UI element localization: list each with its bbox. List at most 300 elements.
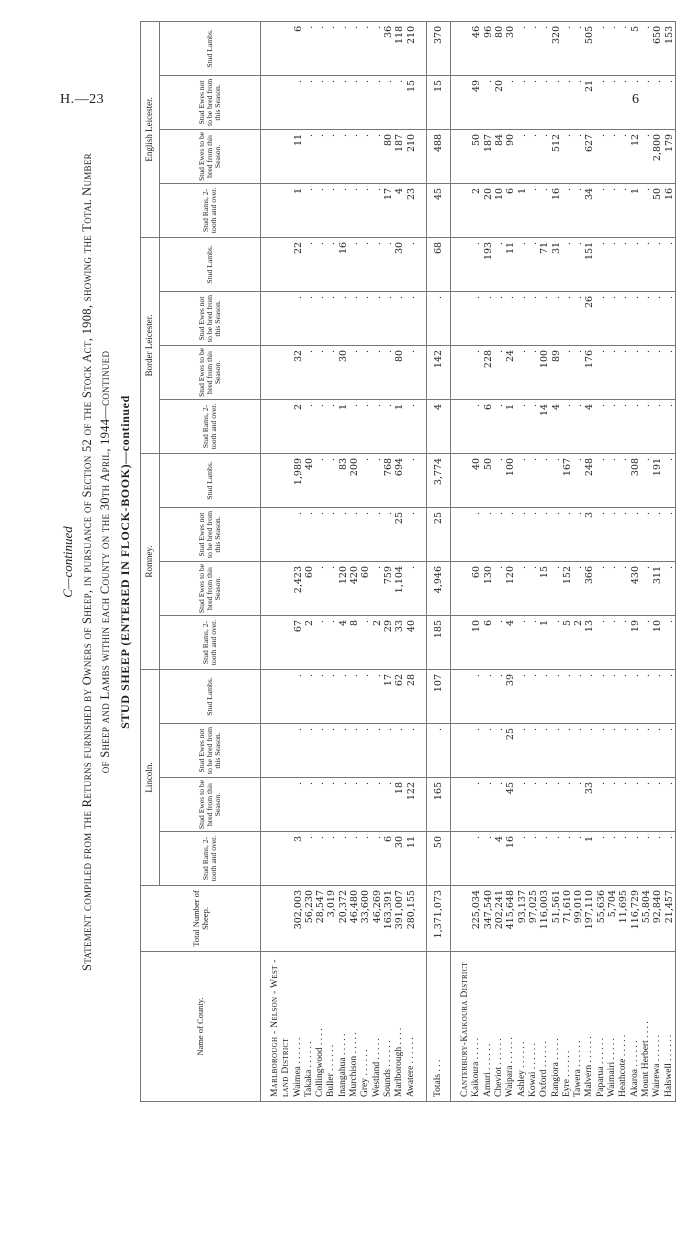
stud-count: . (562, 508, 573, 562)
stud-count: 248 (584, 453, 595, 507)
stud-count: . (372, 453, 383, 507)
stud-count: 210 (406, 21, 417, 75)
stud-count: 34 (584, 183, 595, 237)
stud-count: . (573, 345, 584, 399)
stud-count: . (426, 291, 450, 345)
empty-cell (270, 778, 281, 832)
stud-count: . (517, 21, 528, 75)
stud-count: . (338, 75, 349, 129)
stud-count: . (618, 237, 629, 291)
stud-count: . (394, 724, 405, 778)
county-row (338, 21, 349, 1101)
stud-count: . (652, 670, 663, 724)
county-name: Halswell . . . . . . (664, 952, 676, 1102)
total-sheep: 11,695 (618, 886, 629, 952)
stud-count: 19 (630, 616, 641, 670)
stud-count: 10 (494, 183, 505, 237)
stud-count: 4 (494, 832, 505, 886)
subcolumn-header: Stud Ewes not to be bred from this Season. (160, 724, 261, 778)
stud-count: . (315, 183, 326, 237)
stud-count: . (471, 724, 482, 778)
stud-count: . (494, 562, 505, 616)
stud-count: . (383, 291, 394, 345)
stud-count: . (494, 291, 505, 345)
stud-count: . (641, 562, 652, 616)
stud-count: . (528, 237, 539, 291)
breed-header: Lincoln. (141, 670, 160, 886)
stud-count: . (483, 778, 494, 832)
stud-count: 6 (483, 616, 494, 670)
stud-count: . (372, 562, 383, 616)
stud-count: . (315, 345, 326, 399)
stud-count: 22 (293, 237, 304, 291)
stud-count: . (517, 291, 528, 345)
county-name: Buller . . . . . . (326, 952, 337, 1102)
stud-count: . (607, 129, 618, 183)
subcolumn-header: Stud Rams, 2-tooth and over. (160, 616, 261, 670)
stud-count: . (349, 129, 360, 183)
stud-count: . (349, 291, 360, 345)
county-row (394, 21, 405, 1101)
stud-count: 28 (406, 670, 417, 724)
stud-count: . (618, 75, 629, 129)
empty-cell (270, 724, 281, 778)
stud-count: . (372, 399, 383, 453)
stud-count: . (607, 237, 618, 291)
stud-count: . (596, 453, 607, 507)
county-name: Murchison . . . . . (349, 952, 360, 1102)
stud-count: 176 (584, 345, 595, 399)
stud-count: . (517, 129, 528, 183)
stud-count: . (360, 778, 371, 832)
empty-cell (460, 21, 471, 75)
spacer-cell (261, 616, 271, 670)
stud-count: 46 (471, 21, 482, 75)
stud-count: . (326, 345, 337, 399)
stud-count: . (372, 778, 383, 832)
spacer-cell (451, 399, 461, 453)
stud-count: . (483, 508, 494, 562)
stud-count: . (326, 616, 337, 670)
county-name: Mount Herbert . . . . (641, 952, 652, 1102)
stud-count: 24 (505, 345, 516, 399)
stud-count: . (528, 21, 539, 75)
stud-count: . (596, 183, 607, 237)
stud-count: 193 (483, 237, 494, 291)
stud-count: . (349, 399, 360, 453)
stud-count: . (372, 345, 383, 399)
stud-count: 627 (584, 129, 595, 183)
stud-count: . (551, 291, 562, 345)
empty-cell (281, 670, 292, 724)
stud-count: 15 (539, 562, 550, 616)
stud-count: . (517, 616, 528, 670)
empty-cell (281, 453, 292, 507)
stud-count: 11 (505, 237, 516, 291)
stud-count: . (360, 508, 371, 562)
county-row (596, 21, 607, 1101)
stud-count: 21 (584, 75, 595, 129)
stud-count: . (383, 508, 394, 562)
stud-count: . (528, 508, 539, 562)
stud-count: 20 (483, 183, 494, 237)
empty-cell (460, 508, 471, 562)
stud-count: . (372, 291, 383, 345)
empty-cell (460, 886, 471, 952)
stud-count: 1 (338, 399, 349, 453)
stud-count: . (641, 453, 652, 507)
county-name: Grey . . . . . . (360, 952, 371, 1102)
subcolumn-header: Stud Ewes to be bred from this Season. (160, 345, 261, 399)
stud-count: . (539, 183, 550, 237)
total-sheep: 202,241 (494, 886, 505, 952)
stud-count: 18 (394, 778, 405, 832)
spacer-cell (451, 75, 461, 129)
stud-count: 2 (304, 616, 315, 670)
stud-count: . (596, 724, 607, 778)
stud-count: . (517, 453, 528, 507)
stud-count: . (326, 183, 337, 237)
stud-count: 694 (394, 453, 405, 507)
stud-count: 1 (539, 616, 550, 670)
empty-cell (270, 399, 281, 453)
stud-count: . (293, 291, 304, 345)
county-name: Akaroa . . . . . . (630, 952, 641, 1102)
stud-count: . (528, 616, 539, 670)
stud-count: . (573, 75, 584, 129)
stud-count: . (607, 453, 618, 507)
stud-count: . (517, 778, 528, 832)
stud-count: . (562, 832, 573, 886)
stud-count: . (641, 724, 652, 778)
county-row (584, 21, 595, 1101)
total-sheep: 302,003 (293, 886, 304, 952)
stud-count: 2 (372, 616, 383, 670)
county-row (573, 21, 584, 1101)
stud-count: 67 (293, 616, 304, 670)
empty-cell (460, 75, 471, 129)
stud-count: . (607, 670, 618, 724)
stud-count: 420 (349, 562, 360, 616)
spacer-cell (261, 952, 271, 1102)
stud-count: . (326, 21, 337, 75)
county-name: Oxford . . . . . . (539, 952, 550, 1102)
county-row (618, 21, 629, 1101)
stud-count: 16 (664, 183, 676, 237)
total-sheep: 21,457 (664, 886, 676, 952)
stud-count: . (349, 21, 360, 75)
stud-count: . (562, 21, 573, 75)
stud-count: . (517, 75, 528, 129)
stud-count: 4 (551, 399, 562, 453)
stud-count: . (517, 562, 528, 616)
empty-cell (460, 616, 471, 670)
total-sheep: 46,269 (372, 886, 383, 952)
spacer-cell (417, 291, 427, 345)
stud-count: 90 (505, 129, 516, 183)
stud-count: . (551, 670, 562, 724)
county-row (539, 21, 550, 1101)
total-sheep: 33,600 (360, 886, 371, 952)
stud-count: . (349, 670, 360, 724)
stud-count: . (641, 616, 652, 670)
stud-count: 30 (505, 21, 516, 75)
stud-count: 153 (664, 21, 676, 75)
stud-count: . (426, 724, 450, 778)
stud-count: . (652, 778, 663, 832)
stud-count: . (584, 724, 595, 778)
stud-count: 60 (471, 562, 482, 616)
stud-count: 13 (584, 616, 595, 670)
stud-count: . (528, 183, 539, 237)
stud-count: . (630, 237, 641, 291)
stud-count: 40 (406, 616, 417, 670)
stud-count: . (293, 778, 304, 832)
stud-count: . (573, 129, 584, 183)
empty-cell (281, 21, 292, 75)
stud-count: . (315, 453, 326, 507)
stud-count: . (304, 129, 315, 183)
stud-count: 488 (426, 129, 450, 183)
stud-count: 100 (505, 453, 516, 507)
stud-count: 33 (584, 778, 595, 832)
stud-count: . (315, 508, 326, 562)
stud-count: . (641, 399, 652, 453)
stud-count: . (562, 237, 573, 291)
stud-count: . (517, 345, 528, 399)
stud-count: . (315, 616, 326, 670)
stud-count: 29 (383, 616, 394, 670)
stud-count: . (596, 616, 607, 670)
empty-cell (270, 291, 281, 345)
spacer-cell (451, 886, 461, 952)
stud-count: . (315, 832, 326, 886)
subcolumn-header: Stud Ewes to be bred from this Season. (160, 562, 261, 616)
stud-count: . (539, 129, 550, 183)
total-sheep: 46,480 (349, 886, 360, 952)
empty-cell (281, 562, 292, 616)
stud-count: . (293, 670, 304, 724)
stud-count: 16 (551, 183, 562, 237)
stud-count: . (539, 291, 550, 345)
county-row (641, 21, 652, 1101)
stud-count: . (315, 399, 326, 453)
county-row (528, 21, 539, 1101)
stud-count: 2 (573, 616, 584, 670)
stud-count: . (315, 75, 326, 129)
stud-count: . (383, 75, 394, 129)
col-header-total: Total Number of Sheep. (141, 886, 261, 952)
county-name: Waimairi . . . . . (607, 952, 618, 1102)
spacer-cell (451, 183, 461, 237)
stud-count: 320 (551, 21, 562, 75)
stud-count: 26 (584, 291, 595, 345)
stud-count: 5 (562, 616, 573, 670)
empty-cell (281, 832, 292, 886)
county-row (315, 21, 326, 1101)
county-name: Wairewa . . . . . . (652, 952, 663, 1102)
stud-count: 4 (394, 183, 405, 237)
spacer-cell (417, 345, 427, 399)
county-row (406, 21, 417, 1101)
stud-count: . (652, 724, 663, 778)
stud-count: . (573, 562, 584, 616)
stud-count: . (652, 291, 663, 345)
spacer-row (451, 21, 461, 1101)
stud-count: . (293, 75, 304, 129)
total-sheep: 415,648 (505, 886, 516, 952)
subcolumn-header: Stud Rams, 2-tooth and over. (160, 832, 261, 886)
empty-cell (281, 129, 292, 183)
stud-count: . (338, 291, 349, 345)
stud-count: . (372, 508, 383, 562)
stud-count: . (596, 399, 607, 453)
stud-count: 187 (394, 129, 405, 183)
stud-count: . (596, 21, 607, 75)
stud-count: . (338, 778, 349, 832)
empty-cell (460, 562, 471, 616)
stud-count: . (539, 508, 550, 562)
stud-count: . (304, 21, 315, 75)
spacer-cell (261, 778, 271, 832)
stud-count: . (573, 237, 584, 291)
total-sheep: 55,804 (641, 886, 652, 952)
stud-count: . (304, 399, 315, 453)
stud-count: 89 (551, 345, 562, 399)
stud-count: . (652, 237, 663, 291)
stud-count: . (494, 237, 505, 291)
stud-count: . (315, 129, 326, 183)
stud-count: 4 (338, 616, 349, 670)
subcolumn-header: Stud Ewes not to be bred from this Season. (160, 508, 261, 562)
stud-count: . (618, 21, 629, 75)
subcolumn-header: Stud Lambs. (160, 21, 261, 75)
empty-cell (270, 21, 281, 75)
stud-count: . (304, 291, 315, 345)
stud-count: . (483, 75, 494, 129)
stud-count: . (630, 670, 641, 724)
spacer-cell (451, 616, 461, 670)
stud-count: . (304, 724, 315, 778)
stud-count: 45 (505, 778, 516, 832)
stud-count: . (315, 778, 326, 832)
stud-count: . (483, 291, 494, 345)
total-sheep: 28,547 (315, 886, 326, 952)
stud-count: . (551, 724, 562, 778)
stud-count: . (494, 508, 505, 562)
stud-count: . (349, 778, 360, 832)
stud-count: . (372, 670, 383, 724)
spacer-cell (261, 75, 271, 129)
empty-cell (270, 886, 281, 952)
stud-count: 3 (293, 832, 304, 886)
stud-count: . (471, 399, 482, 453)
stud-count: 4 (584, 399, 595, 453)
stud-count: 60 (360, 562, 371, 616)
district-title-row (281, 21, 292, 1101)
stud-count: . (641, 291, 652, 345)
stud-count: . (304, 508, 315, 562)
stud-count: . (372, 129, 383, 183)
empty-cell (460, 183, 471, 237)
stud-count: . (641, 670, 652, 724)
county-name: Kaikoura . . . . . (471, 952, 482, 1102)
empty-cell (281, 399, 292, 453)
total-sheep: 99,010 (573, 886, 584, 952)
stud-count: 100 (539, 345, 550, 399)
stud-count: 228 (483, 345, 494, 399)
stud-count: 167 (562, 453, 573, 507)
empty-cell (270, 832, 281, 886)
stud-count: . (517, 508, 528, 562)
stud-count: . (304, 237, 315, 291)
stud-count: 11 (406, 832, 417, 886)
county-name: Tawera . . . . . . (573, 952, 584, 1102)
subcolumn-header: Stud Ewes to be bred from this Season. (160, 778, 261, 832)
stud-count: . (494, 345, 505, 399)
empty-cell (270, 75, 281, 129)
stud-count: . (315, 562, 326, 616)
stud-count: 30 (394, 237, 405, 291)
stud-count: . (528, 291, 539, 345)
table-body (261, 21, 676, 1101)
stud-count: 1 (293, 183, 304, 237)
stud-count: . (618, 129, 629, 183)
stud-count: . (326, 237, 337, 291)
stud-count: . (596, 670, 607, 724)
stud-count: . (664, 670, 676, 724)
spacer-cell (451, 21, 461, 75)
stud-count: . (618, 724, 629, 778)
spacer-cell (451, 670, 461, 724)
stud-count: . (360, 291, 371, 345)
totals-row (426, 21, 450, 1101)
stud-count: 118 (394, 21, 405, 75)
spacer-cell (261, 670, 271, 724)
stud-count: . (618, 183, 629, 237)
spacer-cell (261, 886, 271, 952)
district-title: Canterbury-Kaikoura District (460, 952, 471, 1102)
stud-count: . (630, 75, 641, 129)
stud-count: . (326, 724, 337, 778)
empty-cell (270, 345, 281, 399)
stud-count: . (360, 453, 371, 507)
stud-count: 16 (338, 237, 349, 291)
stud-count: . (471, 508, 482, 562)
stud-count: 15 (406, 75, 417, 129)
stud-count: . (383, 237, 394, 291)
stud-count: . (596, 778, 607, 832)
stud-count: . (618, 832, 629, 886)
stud-count: . (641, 75, 652, 129)
empty-cell (281, 183, 292, 237)
stud-count: . (652, 75, 663, 129)
stud-count: . (596, 832, 607, 886)
stud-count: . (406, 345, 417, 399)
empty-cell (270, 453, 281, 507)
subcolumn-header: Stud Ewes not to be bred from this Season. (160, 291, 261, 345)
breed-header: Romney. (141, 453, 160, 669)
stud-count: . (618, 345, 629, 399)
stud-count: . (539, 778, 550, 832)
spacer-cell (261, 21, 271, 75)
stud-count: . (315, 237, 326, 291)
stud-count: . (517, 399, 528, 453)
stud-count: . (551, 75, 562, 129)
stud-count: 10 (652, 616, 663, 670)
county-row (607, 21, 618, 1101)
subcolumn-header: Stud Ewes to be bred from this Season. (160, 129, 261, 183)
